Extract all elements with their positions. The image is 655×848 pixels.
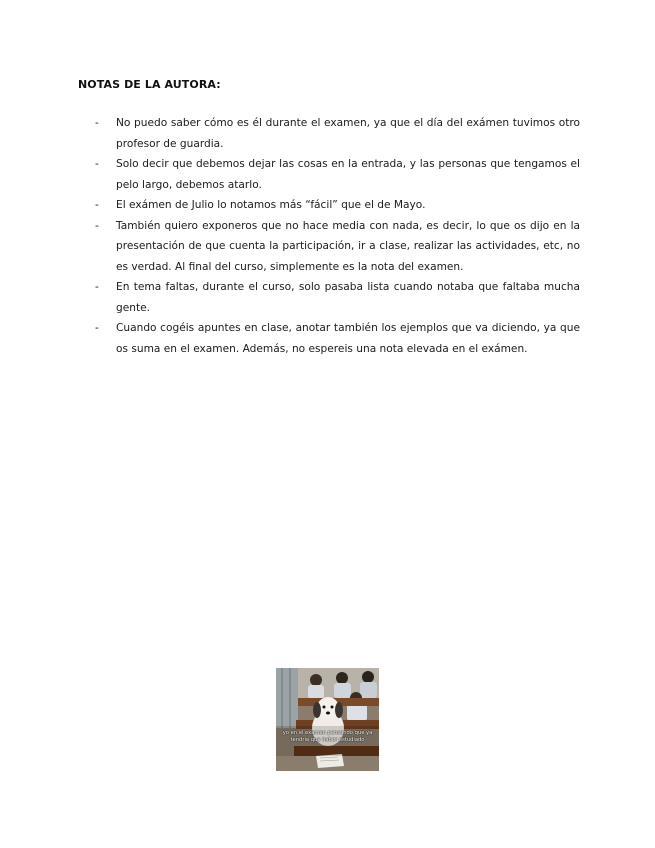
classroom-dog-illustration <box>276 668 379 771</box>
note-text: También quiero exponeros que no hace media con nada, es decir, lo que os dijo en la presentación de que cuenta la participación, ir a clase, realizar las actividades, etc, no es verdad. Al final del curso, simplemente es la nota del examen. <box>116 219 580 273</box>
list-item <box>95 216 580 278</box>
meme-caption: yo en el examen pensando que ya tendría que haber estudiado <box>282 730 373 743</box>
list-item <box>95 113 580 154</box>
list-item <box>95 277 580 318</box>
list-item <box>95 154 580 195</box>
bullet-dash: - <box>95 199 99 211</box>
bullet-dash: - <box>95 117 99 129</box>
note-text: El exámen de Julio lo notamos más “fácil” que el de Mayo. <box>116 199 426 211</box>
list-item <box>95 195 580 216</box>
note-text: Cuando cogéis apuntes en clase, anotar también los ejemplos que va diciendo, ya que os suma en el examen. Además, no espereis una nota elevada en el exámen. <box>116 322 580 355</box>
bullet-dash: - <box>95 158 99 170</box>
note-text: No puedo saber cómo es él durante el examen, ya que el día del exámen tuvimos otro profesor de guardia. <box>116 117 580 150</box>
notes-list <box>95 113 580 359</box>
bullet-dash: - <box>95 281 99 293</box>
note-text: En tema faltas, durante el curso, solo pasaba lista cuando notaba que faltaba mucha gente. <box>116 281 580 314</box>
list-item <box>95 318 580 359</box>
bullet-dash: - <box>95 219 99 232</box>
bullet-dash: - <box>95 322 99 334</box>
notes-heading: NOTAS DE LA AUTORA: <box>78 78 221 91</box>
note-text: Solo decir que debemos dejar las cosas en la entrada, y las personas que tengamos el pelo largo, debemos atarlo. <box>116 158 580 191</box>
meme-image <box>276 668 379 771</box>
